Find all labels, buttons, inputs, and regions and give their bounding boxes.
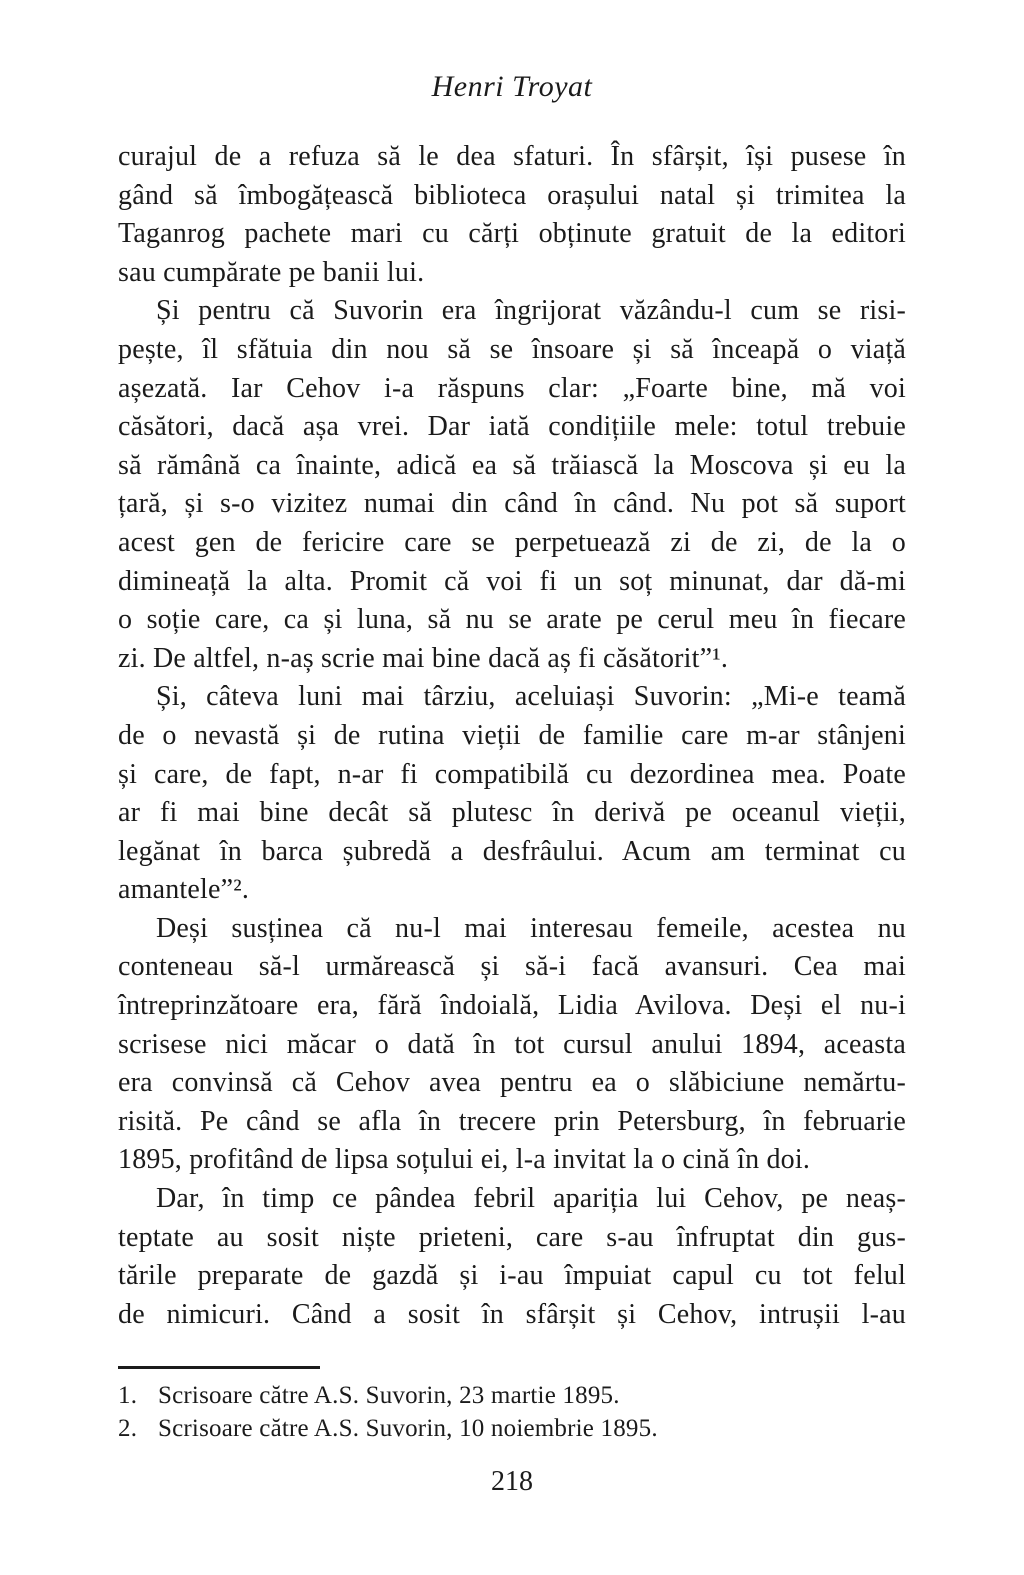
footnote-list bbox=[118, 1379, 906, 1445]
text-line: 1895, profitând de lipsa soțului ei, l-a invitat la o cină în doi. bbox=[118, 1144, 811, 1176]
text-line: tările preparate de gazdă și i-au împuiat capul cu tot felul bbox=[118, 1260, 906, 1292]
text-line: dimineață la alta. Promit că voi fi un soț minunat, dar dă-mi bbox=[118, 565, 906, 597]
text-line: Și, câteva luni mai târziu, aceluiași Suvorin: „Mi-e teamă bbox=[156, 681, 906, 713]
text-line: de nimicuri. Când a sosit în sfârșit și Cehov, intrușii l-au bbox=[118, 1298, 906, 1330]
text-line: conteneau să-l urmărească și să-i facă avansuri. Cea mai bbox=[118, 951, 906, 983]
text-line: Dar, în timp ce pândea febril apariția lui Cehov, pe neaș- bbox=[156, 1183, 906, 1215]
text-line: scrisese nici măcar o dată în tot cursul anului 1894, aceasta bbox=[118, 1028, 906, 1060]
text-line: să rămână ca înainte, adică ea să trăiască la Moscova și eu la bbox=[118, 449, 906, 481]
text-line: întreprinzătoare era, fără îndoială, Lidia Avilova. Deși el nu-i bbox=[118, 990, 906, 1022]
footnote bbox=[118, 1412, 906, 1445]
text-line: și care, de fapt, n-ar fi compatibilă cu dezordinea mea. Poate bbox=[118, 758, 906, 790]
text-line: era convinsă că Cehov avea pentru ea o slăbiciune nemărtu- bbox=[118, 1067, 906, 1099]
body-text bbox=[118, 138, 906, 1334]
text-line: căsători, dacă așa vrei. Dar iată condițiile mele: totul trebuie bbox=[118, 411, 906, 443]
footnote bbox=[118, 1379, 906, 1412]
footnote-number: 2. bbox=[118, 1415, 138, 1442]
running-head-author: Henri Troyat bbox=[431, 70, 593, 103]
footnotes-section bbox=[118, 1366, 906, 1445]
text-line: Deși susținea că nu-l mai interesau femeile, acestea nu bbox=[156, 912, 906, 944]
footnote-number: 1. bbox=[118, 1382, 138, 1409]
footnote-separator bbox=[118, 1366, 320, 1369]
text-line: o soție care, ca și luna, să nu se arate pe cerul meu în fiecare bbox=[118, 604, 906, 636]
page-number: 218 bbox=[491, 1466, 533, 1497]
text-line: legănat în barca șubredă a desfrâului. Acum am terminat cu bbox=[118, 835, 906, 867]
text-line: sau cumpărate pe banii lui. bbox=[118, 256, 425, 288]
text-line: ar fi mai bine decât să plutesc în derivă pe oceanul vieții, bbox=[118, 797, 906, 829]
text-line: așezată. Iar Cehov i-a răspuns clar: „Foarte bine, mă voi bbox=[118, 372, 906, 404]
text-line: risită. Pe când se afla în trecere prin Petersburg, în februarie bbox=[118, 1105, 906, 1137]
text-line: teptate au sosit niște prieteni, care s-au înfruptat din gus- bbox=[118, 1221, 906, 1253]
text-line: pește, îl sfătuia din nou să se însoare și să înceapă o viață bbox=[118, 333, 906, 365]
text-line: curajul de a refuza să le dea sfaturi. În sfârșit, își pusese în bbox=[118, 141, 906, 172]
text-line: de o nevastă și de rutina vieții de familie care m-ar stânjeni bbox=[118, 719, 906, 751]
footnote-text: Scrisoare către A.S. Suvorin, 23 martie 1895. bbox=[158, 1382, 620, 1409]
text-line: gând să îmbogățească biblioteca orașului natal și trimitea la bbox=[118, 179, 906, 211]
footnote-text: Scrisoare către A.S. Suvorin, 10 noiembrie 1895. bbox=[158, 1415, 658, 1442]
text-line: amantele”². bbox=[118, 874, 250, 906]
text-line: acest gen de fericire care se perpetuează zi de zi, de la o bbox=[118, 526, 906, 558]
text-line: Taganrog pachete mari cu cărți obținute gratuit de la editori bbox=[118, 218, 906, 250]
text-line: Și pentru că Suvorin era îngrijorat văzându-l cum se risi- bbox=[156, 295, 906, 327]
text-line: țară, și s-o vizitez numai din când în când. Nu pot să suport bbox=[118, 488, 906, 520]
text-line: zi. De altfel, n-aș scrie mai bine dacă aș fi căsătorit”¹. bbox=[118, 642, 729, 674]
